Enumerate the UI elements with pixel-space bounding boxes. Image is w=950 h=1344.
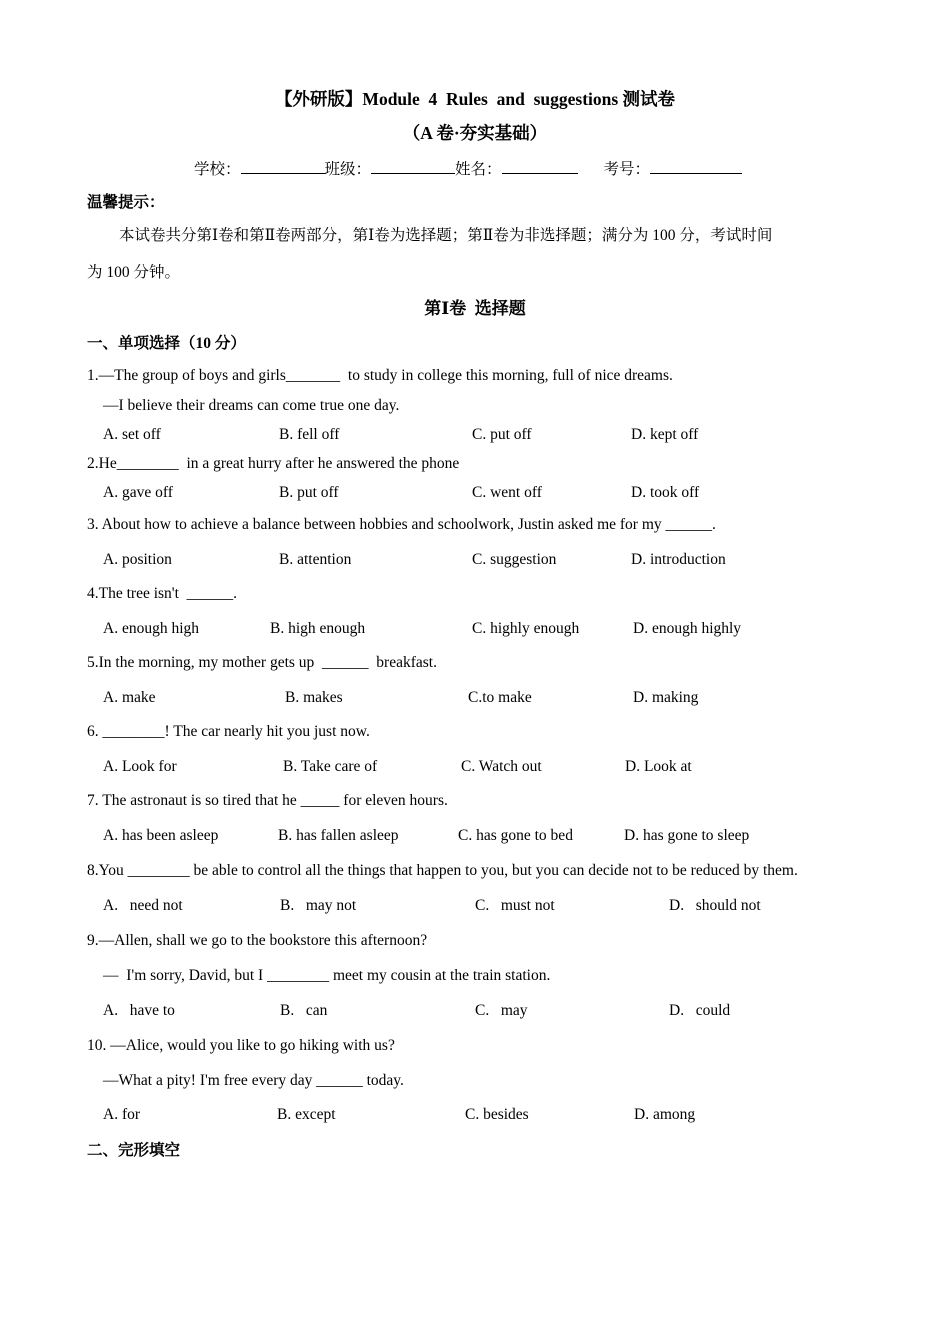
q10-option-c[interactable]: C. besides — [465, 1106, 529, 1123]
student-info-row — [194, 158, 742, 180]
q6-option-c[interactable]: C. Watch out — [461, 758, 542, 775]
question-5: 5.In the morning, my mother gets up ______ breakfast. — [87, 654, 437, 671]
q9-option-c[interactable]: C. may — [475, 1002, 528, 1019]
class-label: 班级： — [324, 161, 372, 178]
question-3: 3. About how to achieve a balance between hobbies and schoolwork, Justin asked me for my ______. — [87, 516, 716, 533]
question-2: 2.He________ in a great hurry after he answered the phone — [87, 455, 460, 472]
question-4: 4.The tree isn't ______. — [87, 585, 238, 602]
section-heading-1: 一、单项选择（10 分） — [87, 335, 246, 352]
q7-option-d[interactable]: D. has gone to sleep — [624, 827, 750, 844]
q4-option-a[interactable]: A. enough high — [103, 620, 200, 637]
notice-label: 温馨提示： — [87, 194, 165, 211]
page-title: 【外研版】Module 4 Rules and suggestions 测试卷 — [274, 89, 676, 109]
question-6: 6. ________! The car nearly hit you just now. — [87, 723, 370, 740]
q2-option-d[interactable]: D. took off — [631, 484, 700, 501]
q6-option-d[interactable]: D. Look at — [625, 758, 692, 775]
q3-option-d[interactable]: D. introduction — [631, 551, 726, 568]
question-1-reply: —I believe their dreams can come true one day. — [103, 397, 400, 414]
q6-option-b[interactable]: B. Take care of — [283, 758, 378, 775]
q6-option-a[interactable]: A. Look for — [103, 758, 177, 775]
q4-option-b[interactable]: B. high enough — [270, 620, 366, 637]
part-heading: 第Ⅰ卷 选择题 — [424, 299, 526, 318]
q10-option-a[interactable]: A. for — [103, 1106, 141, 1123]
q4-option-d[interactable]: D. enough highly — [633, 620, 742, 637]
q2-option-c[interactable]: C. went off — [472, 484, 542, 501]
question-7: 7. The astronaut is so tired that he _____ for eleven hours. — [87, 792, 448, 809]
name-label: 姓名： — [455, 161, 502, 178]
page-subtitle: （A 卷·夯实基础） — [402, 123, 548, 143]
q8-option-c[interactable]: C. must not — [475, 897, 555, 914]
q5-option-b[interactable]: B. makes — [285, 689, 343, 706]
question-10: 10. —Alice, would you like to go hiking with us? — [87, 1037, 395, 1054]
q8-option-b[interactable]: B. may not — [280, 897, 357, 914]
section-heading-2: 二、完形填空 — [87, 1142, 181, 1159]
q1-option-a[interactable]: A. set off — [103, 426, 161, 443]
q5-option-d[interactable]: D. making — [633, 689, 699, 706]
q9-option-b[interactable]: B. can — [280, 1002, 328, 1019]
id-field[interactable] — [650, 158, 742, 174]
q1-option-d[interactable]: D. kept off — [631, 426, 699, 443]
q2-option-b[interactable]: B. put off — [279, 484, 339, 501]
q3-option-b[interactable]: B. attention — [279, 551, 352, 568]
question-1: 1.—The group of boys and girls_______ to study in college this morning, full of nice dreams. — [87, 367, 673, 384]
q8-option-a[interactable]: A. need not — [103, 897, 183, 914]
id-label: 考号： — [603, 161, 651, 178]
q10-option-b[interactable]: B. except — [277, 1106, 336, 1123]
question-10-reply: —What a pity! I'm free every day ______ today. — [103, 1072, 404, 1089]
school-field[interactable] — [241, 158, 325, 174]
school-label: 学校： — [194, 161, 241, 178]
q3-option-c[interactable]: C. suggestion — [472, 551, 557, 568]
class-field[interactable] — [371, 158, 455, 174]
q9-option-d[interactable]: D. could — [669, 1002, 731, 1019]
q10-option-d[interactable]: D. among — [634, 1106, 696, 1123]
question-8: 8.You ________ be able to control all the things that happen to you, but you can decide not to be reduced by them. — [87, 862, 798, 879]
q9-option-a[interactable]: A. have to — [103, 1002, 175, 1019]
notice-line-2: 为 100 分钟。 — [87, 264, 181, 281]
notice-line-1: 本试卷共分第Ⅰ卷和第Ⅱ卷两部分，第Ⅰ卷为选择题；第Ⅱ卷为非选择题；满分为 100 分，考试时间 — [119, 227, 773, 244]
q7-option-c[interactable]: C. has gone to bed — [458, 827, 573, 844]
q7-option-a[interactable]: A. has been asleep — [103, 827, 219, 844]
question-9: 9.—Allen, shall we go to the bookstore this afternoon? — [87, 932, 428, 949]
question-9-reply: — I'm sorry, David, but I ________ meet my cousin at the train station. — [103, 967, 551, 984]
q2-option-a[interactable]: A. gave off — [103, 484, 173, 501]
q5-option-c[interactable]: C.to make — [468, 689, 532, 706]
q1-option-b[interactable]: B. fell off — [279, 426, 340, 443]
q5-option-a[interactable]: A. make — [103, 689, 156, 706]
q1-option-c[interactable]: C. put off — [472, 426, 532, 443]
q4-option-c[interactable]: C. highly enough — [472, 620, 580, 637]
q8-option-d[interactable]: D. should not — [669, 897, 761, 914]
q3-option-a[interactable]: A. position — [103, 551, 172, 568]
name-field[interactable] — [502, 158, 578, 174]
q7-option-b[interactable]: B. has fallen asleep — [278, 827, 399, 844]
